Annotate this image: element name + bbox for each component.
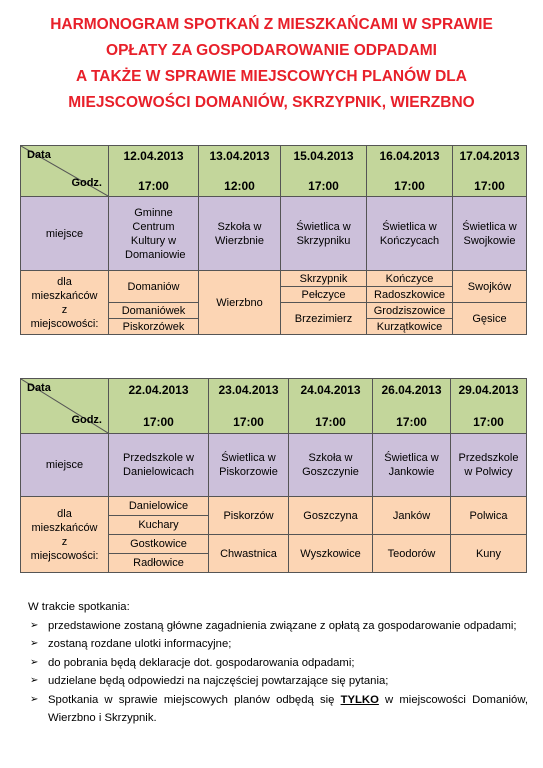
time: 17:00 <box>394 179 425 193</box>
place-cell: Świetlica w Skrzypniku <box>281 197 367 271</box>
date-time-cell <box>289 379 373 434</box>
header-corner <box>21 146 109 197</box>
date: 13.04.2013 <box>209 149 270 163</box>
list-item <box>28 635 528 654</box>
date: 17.04.2013 <box>459 149 520 163</box>
note-text: Spotkania w sprawie miejscowych planów odbędą się <box>48 693 341 706</box>
place-cell: Szkoła w Goszczynie <box>289 434 373 497</box>
village: Gostkowice <box>109 535 209 554</box>
village: Grodziszowice <box>367 303 453 319</box>
godz-label: Godz. <box>71 414 102 426</box>
note-text: przedstawione zostaną główne zagadnienia związane z opłatą za gospodarowanie odpadami; <box>48 619 517 632</box>
arrow-bullet-icon: ➢ <box>30 638 39 649</box>
time: 17:00 <box>396 415 427 429</box>
date-time-cell <box>451 379 527 434</box>
date-time-cell <box>109 146 199 197</box>
date: 24.04.2013 <box>300 383 361 397</box>
village: Kuny <box>451 535 527 573</box>
place-cell: Gminne Centrum Kultury w Domaniowie <box>109 197 199 271</box>
village: Kończyce <box>367 271 453 287</box>
village: Kuchary <box>109 516 209 535</box>
time: 17:00 <box>474 179 505 193</box>
villages-label: dla mieszkańców z miejscowości: <box>21 497 109 573</box>
village: Pełczyce <box>281 287 367 303</box>
note-text: w miejscowości Domaniów, Wierzbno i Skrzypnik. <box>48 693 528 724</box>
time: 17:00 <box>143 415 174 429</box>
schedule-table-1 <box>20 145 527 335</box>
village: Domaniów <box>109 271 199 303</box>
place-cell: Świetlica w Jankowie <box>373 434 451 497</box>
village: Domaniówek <box>109 303 199 319</box>
list-item <box>28 654 528 673</box>
time: 12:00 <box>224 179 255 193</box>
meeting-notes <box>28 598 528 728</box>
arrow-bullet-icon: ➢ <box>30 693 39 705</box>
place-cell: Przedszkole w Polwicy <box>451 434 527 497</box>
miejsce-label: miejsce <box>21 434 109 497</box>
place-cell: Świetlica w Piskorzowie <box>209 434 289 497</box>
date: 29.04.2013 <box>458 383 519 397</box>
village: Danielowice <box>109 497 209 516</box>
note-text: do pobrania będą deklaracje dot. gospodarowania odpadami; <box>48 656 355 669</box>
date: 16.04.2013 <box>379 149 440 163</box>
list-item <box>28 691 528 728</box>
page-title <box>0 12 543 116</box>
arrow-bullet-icon: ➢ <box>30 656 39 668</box>
place-cell: Świetlica w Kończycach <box>367 197 453 271</box>
data-label: Data <box>27 382 51 394</box>
arrow-bullet-icon: ➢ <box>30 619 39 631</box>
village: Brzezimierz <box>281 303 367 335</box>
date-time-cell <box>453 146 527 197</box>
date-time-cell <box>109 379 209 434</box>
data-label: Data <box>27 149 51 161</box>
date: 15.04.2013 <box>293 149 354 163</box>
header-corner <box>21 379 109 434</box>
title-line: A TAKŻE W SPRAWIE MIEJSCOWYCH PLANÓW DLA <box>76 68 467 85</box>
village: Piskorzów <box>209 497 289 535</box>
title-line: HARMONOGRAM SPOTKAŃ Z MIESZKAŃCAMI W SPRAWIE <box>50 16 493 33</box>
date: 23.04.2013 <box>218 383 279 397</box>
notes-intro: W trakcie spotkania: <box>28 601 130 613</box>
miejsce-label: miejsce <box>21 197 109 271</box>
village: Teodorów <box>373 535 451 573</box>
village: Goszczyna <box>289 497 373 535</box>
date-time-cell <box>209 379 289 434</box>
date-time-cell <box>199 146 281 197</box>
date: 26.04.2013 <box>381 383 442 397</box>
list-item <box>28 617 528 636</box>
village: Wyszkowice <box>289 535 373 573</box>
village: Chwastnica <box>209 535 289 573</box>
date-time-cell <box>281 146 367 197</box>
village: Radoszkowice <box>367 287 453 303</box>
village: Kurzątkowice <box>367 319 453 335</box>
title-line: MIEJSCOWOŚCI DOMANIÓW, SKRZYPNIK, WIERZBNO <box>68 94 475 111</box>
arrow-bullet-icon: ➢ <box>30 675 39 686</box>
village: Wierzbno <box>199 271 281 335</box>
time: 17:00 <box>233 415 264 429</box>
village: Polwica <box>451 497 527 535</box>
village: Piskorzówek <box>109 319 199 335</box>
date: 22.04.2013 <box>128 383 189 397</box>
place-cell: Przedszkole w Danielowicach <box>109 434 209 497</box>
time: 17:00 <box>315 415 346 429</box>
date-time-cell <box>367 146 453 197</box>
list-item <box>28 672 528 691</box>
villages-label: dla mieszkańców z miejscowości: <box>21 271 109 335</box>
place-cell: Szkoła w Wierzbnie <box>199 197 281 271</box>
village: Skrzypnik <box>281 271 367 287</box>
time: 17:00 <box>308 179 339 193</box>
notes-list <box>28 617 528 728</box>
note-emphasis: TYLKO <box>340 693 379 706</box>
village: Swojków <box>453 271 527 303</box>
godz-label: Godz. <box>71 177 102 189</box>
village: Radłowice <box>109 554 209 573</box>
date-time-cell <box>373 379 451 434</box>
village: Janków <box>373 497 451 535</box>
village: Gęsice <box>453 303 527 335</box>
title-line: OPŁATY ZA GOSPODAROWANIE ODPADAMI <box>106 42 437 59</box>
time: 17:00 <box>473 415 504 429</box>
place-cell: Świetlica w Swojkowie <box>453 197 527 271</box>
schedule-table-2 <box>20 378 527 573</box>
time: 17:00 <box>138 179 169 193</box>
date: 12.04.2013 <box>123 149 184 163</box>
note-text: udzielane będą odpowiedzi na najczęściej powtarzające się pytania; <box>48 675 389 687</box>
note-text: zostaną rozdane ulotki informacyjne; <box>48 638 232 650</box>
